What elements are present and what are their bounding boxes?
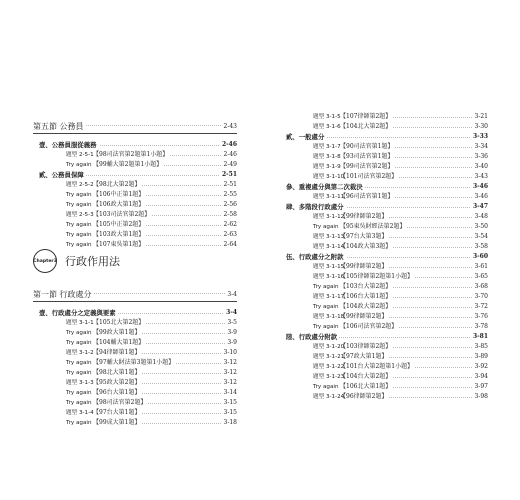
entry-label [33,181,142,188]
toc-entry[interactable] [33,398,237,408]
entry-source: 【90司法官第1題】 [340,143,394,150]
entry-label [33,349,142,356]
entry-source: 【99政大第1題】 [93,329,141,336]
page-number: 3-98 [474,393,488,400]
entry-source: 【101司法官第2題】 [340,173,398,180]
toc-entry[interactable] [33,318,237,328]
entry-type: 題型 3-1-1 [66,320,94,326]
entry-type: 題型 3-1-11 [313,194,345,200]
entry-type: 題型 2-5-2 [66,182,94,188]
entry-type: 題型 3-1-24 [313,394,345,400]
subsection-heading[interactable] [33,170,237,180]
entry-type: 題型 3-1-22 [313,364,345,370]
toc-entry[interactable] [33,150,237,160]
entry-type: Try again [313,384,339,390]
page-number: 2-49 [223,161,237,168]
entry-type: Try again [313,284,339,290]
page-number: 3-46 [474,193,488,200]
entry-label [280,373,393,380]
entry-label [280,283,393,290]
entry-type: 題型 3-1-7 [313,144,341,150]
toc-entry[interactable] [280,232,488,242]
entry-heading: 壹、行政處分之定義與要素 [33,309,118,317]
toc-entry[interactable] [33,180,237,190]
page-number: 3-43 [474,173,488,180]
toc-entry[interactable] [280,262,488,272]
entry-source: 【93司法官第1題】 [340,153,394,160]
page-number: 3-10 [223,349,237,356]
entry-label [280,363,415,370]
entry-label [280,223,407,230]
page-number: 2-46 [223,151,237,158]
page-number: 3-4 [226,309,237,316]
subsection-heading[interactable] [33,308,237,318]
page-number: 3-12 [223,359,237,366]
entry-heading: 參、重複處分與第二次裁決 [280,183,365,191]
toc-entry[interactable] [280,142,488,152]
entry-type: Try again [66,330,92,336]
entry-heading: 肆、多階段行政處分 [280,203,346,211]
entry-source: 【98北大第1題】 [93,369,141,376]
entry-source: 【98司法官第2題】 [93,399,147,406]
toc-entry[interactable] [33,220,237,230]
page-number: 2-64 [223,241,237,248]
entry-label [33,369,142,376]
entry-type: Try again [66,370,92,376]
entry-source: 【94律師第1題】 [93,349,141,356]
entry-source: 【106司法官第2題】 [340,323,398,330]
entry-type: 題型 3-1-4 [66,410,94,416]
entry-label [280,343,393,350]
entry-label [280,153,395,160]
toc-entry[interactable] [280,152,488,162]
page-number: 3-72 [474,303,488,310]
entry-type: 題型 3-1-16 [313,274,345,280]
toc-entry[interactable] [280,212,488,222]
toc-entry[interactable] [280,352,488,362]
page-number: 3-12 [223,369,237,376]
entry-source: 【96律師第2題】 [340,393,388,400]
page-number: 2-58 [223,211,237,218]
entry-source: 【99輔大第2題第1小題】 [93,161,163,168]
entry-source: 【97台大第3題】 [340,233,388,240]
entry-label [280,393,389,400]
entry-heading: 貳、一般處分 [280,133,326,141]
page-number: 2-56 [223,201,237,208]
page-number: 3-9 [227,339,237,346]
subsection-heading[interactable] [33,140,237,150]
entry-heading: 第一節 行政處分 [33,290,92,299]
entry-label [280,383,393,390]
entry-source: 【97台大第1題】 [93,409,141,416]
entry-type: 題型 3-1-10 [313,174,345,180]
entry-type: 題型 3-1-23 [313,374,345,380]
page-number: 2-46 [221,141,237,148]
toc-entry[interactable] [280,342,488,352]
page-number: 3-61 [474,263,488,270]
toc-entry[interactable] [33,210,237,220]
page-number: 3-54 [474,233,488,240]
chapter-heading [33,249,237,273]
entry-label [33,359,176,366]
toc-entry[interactable] [280,242,488,252]
entry-source: 【104台大第2題】 [340,373,392,380]
entry-label [280,173,399,180]
entry-type: Try again [66,340,92,346]
page-number: 3-50 [474,223,488,230]
entry-source: 【103政大第1題】 [93,231,145,238]
toc-entry[interactable] [33,160,237,170]
entry-label [33,161,164,168]
entry-type: 題型 3-1-6 [313,124,341,130]
entry-type: Try again [66,360,92,366]
page-number: 3-5 [227,319,237,326]
page-number: 3-9 [227,329,237,336]
entry-source: 【105中正第2題】 [93,221,145,228]
entry-source: 【96台大第1題】 [93,389,141,396]
entry-source: 【105北大第2題】 [93,319,145,326]
toc-left-bottom [33,284,237,428]
entry-label [280,303,393,310]
entry-type: Try again [66,242,92,248]
page-number: 3-97 [474,383,488,390]
page-number: 3-12 [223,379,237,386]
entry-source: 【99律師第2題】 [340,213,388,220]
entry-type: Try again [313,304,339,310]
entry-label [33,419,142,426]
entry-type: 題型 3-1-21 [313,354,345,360]
entry-source: 【105律師第2題第1小題】 [340,273,414,280]
toc-entry[interactable] [33,368,237,378]
toc-entry[interactable] [280,282,488,292]
toc-entry[interactable] [33,338,237,348]
toc-entry[interactable] [280,322,488,332]
entry-source: 【99成大第1題】 [93,419,141,426]
entry-source: 【107律師第2題】 [340,113,392,120]
entry-source: 【103律師第2題】 [340,343,392,350]
entry-source: 【106台大第1題】 [340,293,392,300]
page-number: 3-40 [474,163,488,170]
entry-label [280,143,395,150]
entry-type: 題型 3-1-8 [313,154,341,160]
entry-source: 【103司法官第2題】 [93,211,151,218]
entry-type: Try again [66,232,92,238]
entry-type: Try again [66,390,92,396]
chapter-title: 行政作用法 [65,255,120,268]
page-number: 3-94 [474,373,488,380]
toc-entry[interactable] [33,230,237,240]
chapter-badge-icon: Chapter3 [33,249,57,273]
entry-heading: 第五節 公務員 [33,122,84,131]
toc-entry[interactable] [280,162,488,172]
entry-heading: 貳、公務員保障 [33,171,86,179]
page-number: 3-78 [474,323,488,330]
entry-label [280,263,389,270]
entry-source: 【99律師第2題】 [340,313,388,320]
entry-type: 題型 3-1-14 [313,244,345,250]
page-number: 3-47 [472,203,488,210]
entry-type: Try again [66,420,92,426]
entry-heading: 壹、公務員服從義務 [33,141,99,149]
entry-type: 題型 2-5-3 [66,212,94,218]
page-number: 2-62 [223,221,237,228]
entry-label [33,379,142,386]
toc-entry[interactable] [33,358,237,368]
page-number: 2-43 [222,120,237,133]
entry-label [33,221,146,228]
page-number: 3-76 [474,313,488,320]
section-heading[interactable] [33,288,237,302]
entry-type: Try again [66,400,92,406]
page-number: 3-85 [474,343,488,350]
page-number: 3-58 [474,243,488,250]
entry-source: 【104輔大第1題】 [93,339,145,346]
entry-type: 題型 3-1-9 [313,164,341,170]
page-number: 3-14 [223,389,237,396]
entry-label [33,319,146,326]
entry-label [280,193,395,200]
entry-label [280,293,393,300]
entry-label [33,399,148,406]
entry-label [33,201,146,208]
entry-source: 【95政大第2題】 [93,379,141,386]
entry-type: Try again [66,202,92,208]
page-number: 3-30 [474,123,488,130]
page-number: 3-89 [474,353,488,360]
page-number: 2-63 [223,231,237,238]
page-number: 2-55 [223,191,237,198]
toc-entry[interactable] [33,378,237,388]
entry-type: 題型 3-1-18 [313,314,345,320]
toc-entry[interactable] [280,312,488,322]
entry-label [280,163,395,170]
entry-label [33,329,142,336]
toc-entry[interactable] [33,408,237,418]
toc-entry[interactable] [33,200,237,210]
entry-type: 題型 3-1-5 [313,114,341,120]
entry-type: Try again [313,324,339,330]
page-number: 3-34 [474,143,488,150]
entry-type: 題型 3-1-15 [313,264,345,270]
toc-right [280,112,488,402]
toc-entry[interactable] [280,302,488,312]
page-number: 3-21 [474,113,488,120]
entry-label [280,313,389,320]
toc-entry[interactable] [280,292,488,302]
entry-label [33,389,142,396]
page-number: 3-15 [223,409,237,416]
page-number: 3-15 [223,399,237,406]
entry-type: Try again [66,162,92,168]
subsection-heading[interactable] [280,202,488,212]
entry-source: 【101台大第2題第1小題】 [340,363,414,370]
entry-source: 【99司法官第2題】 [340,163,394,170]
entry-type: 題型 3-1-2 [66,350,94,356]
toc-entry[interactable] [280,382,488,392]
entry-label [280,353,389,360]
entry-source: 【106政大第1題】 [93,201,145,208]
page-number: 3-36 [474,153,488,160]
page-number: 3-46 [472,183,488,190]
page-number: 3-92 [474,363,488,370]
page-number: 3-70 [474,293,488,300]
entry-type: Try again [66,192,92,198]
entry-type: 題型 3-1-17 [313,294,345,300]
page-number: 3-65 [474,273,488,280]
subsection-heading[interactable] [280,252,488,262]
section-heading[interactable] [33,120,237,134]
entry-label [33,211,152,218]
entry-label [33,339,146,346]
page-number: 3-60 [472,253,488,260]
entry-source: 【103台大第2題】 [340,283,392,290]
toc-entry[interactable] [33,388,237,398]
entry-source: 【96司法官第1題】 [340,193,394,200]
toc-entry[interactable] [280,392,488,402]
subsection-heading[interactable] [280,132,488,142]
entry-source: 【107東吳第1題】 [93,241,145,248]
toc-entry[interactable] [280,222,488,232]
toc-entry[interactable] [33,418,237,428]
page-number: 3-18 [223,419,237,426]
entry-source: 【104政大第2題】 [340,303,392,310]
entry-source: 【97政大第1題】 [340,353,388,360]
entry-label [280,243,393,250]
entry-heading: 陸、行政處分附款 [280,333,339,341]
page-number: 2-51 [221,171,237,178]
toc-entry[interactable] [280,362,488,372]
toc-entry[interactable] [33,190,237,200]
page-number: 3-33 [472,133,488,140]
page-number: 3-48 [474,213,488,220]
subsection-heading[interactable] [280,182,488,192]
entry-source: 【99律師第2題】 [340,263,388,270]
entry-source: 【97輔大財法第3題第1小題】 [93,359,175,366]
entry-label [33,151,170,158]
entry-source: 【106北大第1題】 [340,383,392,390]
entry-type: 題型 3-1-3 [66,380,94,386]
entry-source: 【98北大第2題】 [93,181,141,188]
entry-label [33,241,146,248]
entry-label [280,213,389,220]
entry-label [280,273,415,280]
toc-entry[interactable] [280,272,488,282]
page-number: 3-81 [472,333,488,340]
toc-entry[interactable] [33,328,237,338]
entry-source: 【104北大第2題】 [340,123,392,130]
page-number: 2-51 [223,181,237,188]
toc-entry[interactable] [280,122,488,132]
entry-type: 題型 3-1-12 [313,214,345,220]
subsection-heading[interactable] [280,332,488,342]
page-number: 3-68 [474,283,488,290]
entry-label [280,233,389,240]
toc-entry[interactable] [280,372,488,382]
entry-type: 題型 3-1-13 [313,234,345,240]
page-number: 3-4 [225,288,237,301]
entry-label [280,123,393,130]
toc-entry[interactable] [280,172,488,182]
entry-label [280,323,399,330]
entry-source: 【95東吳財經法第2題】 [340,223,406,230]
toc-left-top [33,116,237,250]
entry-source: 【98司法官第2題第1小題】 [93,151,169,158]
toc-entry[interactable] [280,112,488,122]
entry-type: 題型 3-1-20 [313,344,345,350]
entry-heading: 伍、行政處分之附款 [280,253,346,261]
entry-type: 題型 2-5-1 [66,152,94,158]
toc-entry[interactable] [33,348,237,358]
entry-source: 【104政大第3題】 [340,243,392,250]
entry-label [280,113,393,120]
entry-label [33,231,146,238]
entry-label [33,409,142,416]
toc-entry[interactable] [280,192,488,202]
entry-source: 【106中正第1題】 [93,191,145,198]
entry-type: Try again [66,222,92,228]
entry-label [33,191,146,198]
entry-type: Try again [313,224,339,230]
